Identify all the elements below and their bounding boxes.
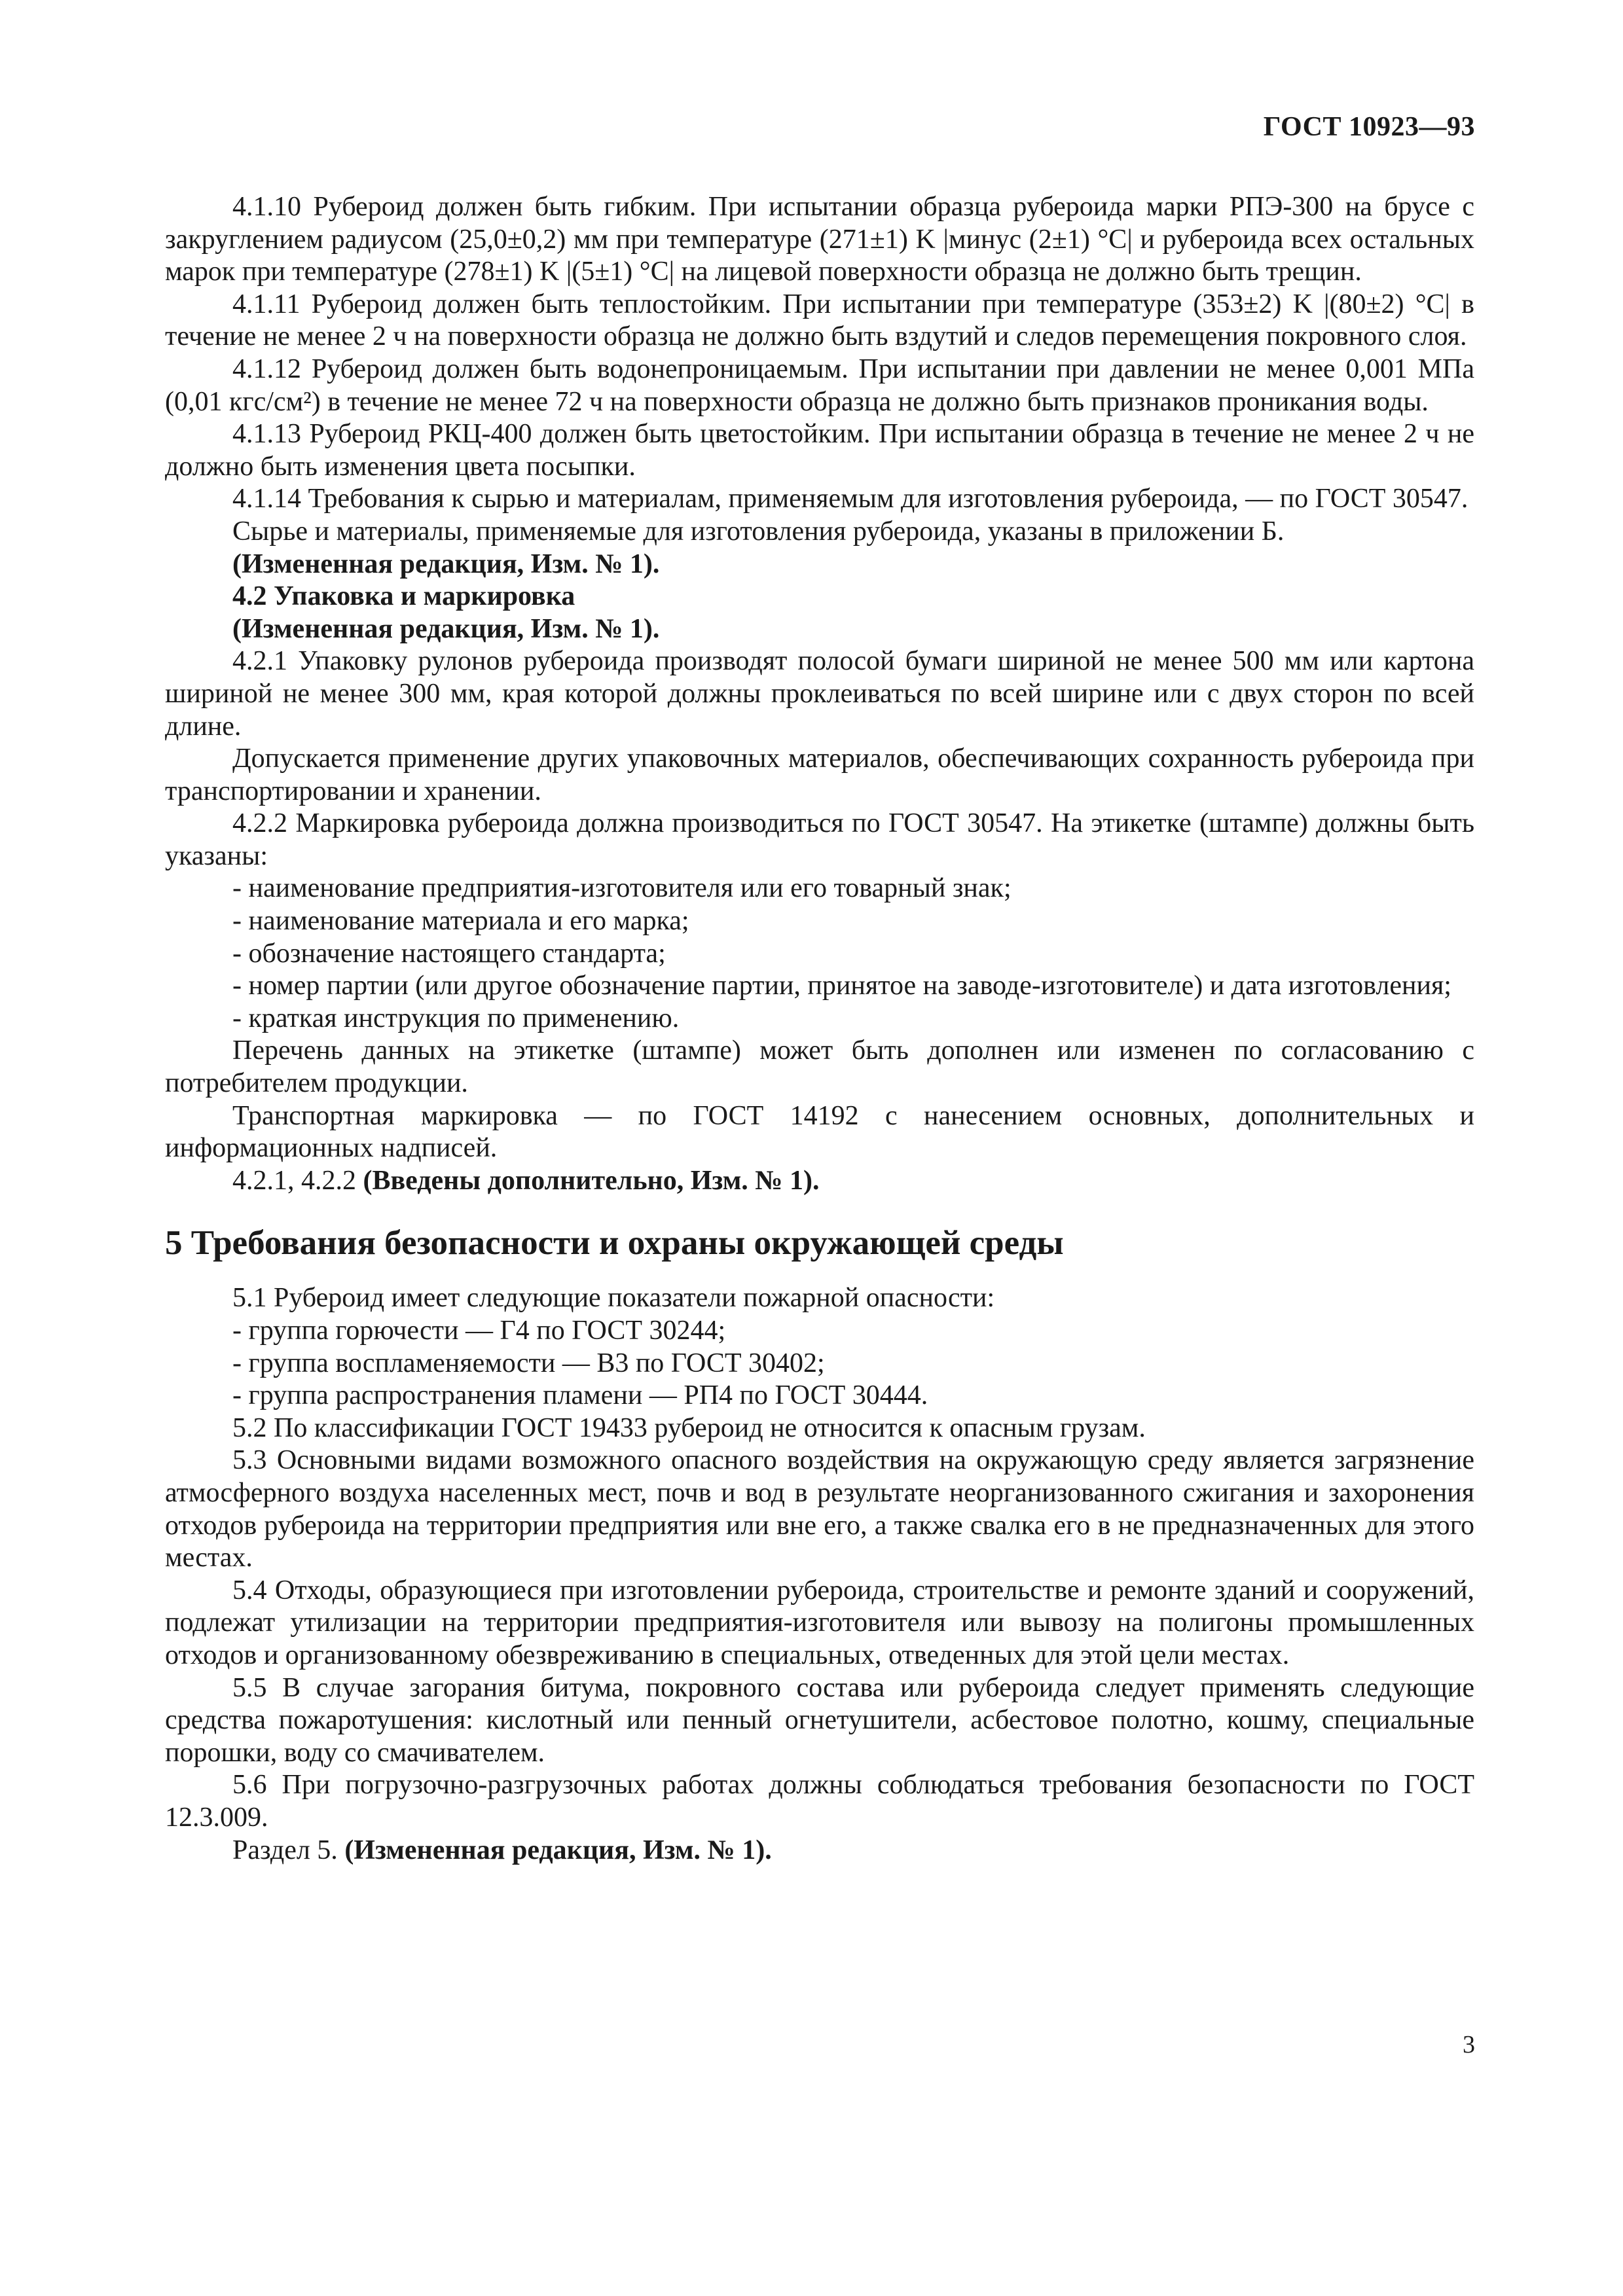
paragraph-text: 4.2.2 Маркировка рубероида должна производиться по ГОСТ 30547. На этикетке (штампе) должны быть указаны:: [165, 808, 1474, 871]
paragraph-text: 4.2.1, 4.2.2: [232, 1165, 363, 1196]
list-item: [165, 970, 1474, 1003]
amendment-note: [165, 613, 1474, 646]
list-item-text: - группа распространения пламени — РП4 по ГОСТ 30444.: [232, 1380, 928, 1411]
amendment-text: (Измененная редакция, Изм. № 1).: [232, 548, 660, 579]
subsection-title-text: 4.2 Упаковка и маркировка: [232, 581, 575, 612]
list-item: [165, 1380, 1474, 1412]
list-item: [165, 938, 1474, 971]
amendment-note: [165, 548, 1474, 581]
subsection-title: [165, 581, 1474, 613]
paragraph: [165, 1575, 1474, 1672]
paragraph-text: Транспортная маркировка — по ГОСТ 14192 с нанесением основных, дополнительных и информационных надписей.: [165, 1100, 1474, 1164]
paragraph: [165, 1769, 1474, 1834]
list-item: [165, 1348, 1474, 1380]
paragraph: [165, 191, 1474, 289]
paragraph: [165, 1412, 1474, 1445]
list-item-text: - обозначение настоящего стандарта;: [232, 938, 666, 969]
paragraph: [165, 353, 1474, 418]
paragraph: [165, 743, 1474, 808]
paragraph-text: Перечень данных на этикетке (штампе) может быть дополнен или изменен по согласованию с потребителем продукции.: [165, 1035, 1474, 1099]
paragraph: [165, 808, 1474, 872]
paragraph-text: 5.5 В случае загорания битума, покровного состава или рубероида следует применять следующие средства пожаротушения: кислотный или пенный огнетушители, асбестовое полотно, кошму, специальные порошки, воду со смачивателем.: [165, 1672, 1474, 1768]
paragraph-text: 4.2.1 Упаковку рулонов рубероида производят полосой бумаги шириной не менее 500 мм или картона шириной не менее 300 мм, края которой должны проклеиваться по всей ширине или с двух сторон по всей длине.: [165, 646, 1474, 742]
paragraph: [165, 1835, 1474, 1867]
list-item-text: - номер партии (или другое обозначение партии, принятое на заводе-изготовителе) и дата изготовления;: [232, 971, 1451, 1001]
section-title-text: 5 Требования безопасности и охраны окружающей среды: [165, 1224, 1064, 1263]
paragraph: [165, 289, 1474, 353]
document-body: [165, 191, 1474, 1867]
page-number: 3: [1463, 2031, 1475, 2058]
paragraph: [165, 516, 1474, 548]
list-item-text: - наименование предприятия-изготовителя или его товарный знак;: [232, 873, 1012, 904]
paragraph: [165, 1100, 1474, 1165]
paragraph-text: 5.6 При погрузочно-разгрузочных работах должны соблюдаться требования безопасности по ГОСТ 12.3.009.: [165, 1770, 1474, 1833]
paragraph-text: 5.4 Отходы, образующиеся при изготовлении рубероида, строительстве и ремонте зданий и сооружений, подлежат утилизации на территории предприятия-изготовителя или вывозу на полигоны промышленных отходов и организованному обезвреживанию в специальных, отведенных для этой цели местах.: [165, 1575, 1474, 1670]
paragraph-text: Допускается применение других упаковочных материалов, обеспечивающих сохранность рубероида при транспортировании и хранении.: [165, 744, 1474, 806]
list-item: [165, 905, 1474, 938]
amendment-text: (Измененная редакция, Изм. № 1).: [232, 613, 660, 644]
paragraph: [165, 1165, 1474, 1198]
list-item: [165, 1315, 1474, 1348]
paragraph: [165, 1444, 1474, 1574]
section-title: [165, 1223, 1474, 1263]
list-item-text: - группа горючести — Г4 по ГОСТ 30244;: [232, 1316, 726, 1346]
paragraph-text: 5.2 По классификации ГОСТ 19433 рубероид не относится к опасным грузам.: [232, 1412, 1146, 1443]
paragraph: [165, 645, 1474, 743]
list-item-text: - наименование материала и его марка;: [232, 906, 689, 937]
paragraph-text: 4.1.12 Рубероид должен быть водонепроницаемым. При испытании при давлении не менее 0,001 МПа (0,01 кгс/см²) в течение не менее 72 ч на поверхности образца не должно быть признаков проникания воды.: [165, 353, 1474, 417]
paragraph: [165, 483, 1474, 516]
paragraph-text: 4.1.11 Рубероид должен быть теплостойким. При испытании при температуре (353±2) K |(80±2) °C| в течение не менее 2 ч на поверхности образца не должно быть вздутий и следов перемещения покровного слоя.: [165, 289, 1474, 352]
amendment-text: (Введены дополнительно, Изм. № 1).: [363, 1165, 820, 1196]
paragraph-text: Сырье и материалы, применяемые для изготовления рубероида, указаны в приложении Б.: [232, 516, 1285, 547]
list-item: [165, 872, 1474, 905]
list-item-text: - группа воспламеняемости — В3 по ГОСТ 30402;: [232, 1348, 825, 1378]
paragraph: [165, 418, 1474, 483]
paragraph-text: 5.1 Рубероид имеет следующие показатели пожарной опасности:: [232, 1283, 995, 1314]
paragraph-text: 4.1.14 Требования к сырью и материалам, применяемым для изготовления рубероида, — по ГОСТ 30547.: [232, 484, 1468, 514]
paragraph: [165, 1035, 1474, 1100]
paragraph-text: 4.1.13 Рубероид РКЦ-400 должен быть цветостойким. При испытании образца в течение не менее 2 ч не должно быть изменения цвета посыпки.: [165, 419, 1474, 482]
paragraph: [165, 1672, 1474, 1770]
paragraph-text: 5.3 Основными видами возможного опасного воздействия на окружающую среду является загрязнение атмосферного воздуха населенных мест, почв и вод в результате неорганизованного сжигания и захоронения отходов рубероида на территории предприятия или вне его, а также свалка его в не предназначенных для этого местах.: [165, 1445, 1474, 1573]
list-item-text: - краткая инструкция по применению.: [232, 1003, 680, 1033]
paragraph: [165, 1282, 1474, 1315]
paragraph-text: Раздел 5.: [232, 1835, 345, 1865]
list-item: [165, 1003, 1474, 1035]
paragraph-text: 4.1.10 Рубероид должен быть гибким. При испытании образца рубероида марки РПЭ-300 на брусе с закруглением радиусом (25,0±0,2) мм при температуре (271±1) K |минус (2±1) °C| и рубероида всех остальных марок при температуре (278±1) K |(5±1) °C| на лицевой поверхности образца не должно быть трещин.: [165, 192, 1474, 287]
document-header: ГОСТ 10923—93: [1263, 112, 1475, 142]
amendment-text: (Измененная редакция, Изм. № 1).: [344, 1835, 772, 1865]
